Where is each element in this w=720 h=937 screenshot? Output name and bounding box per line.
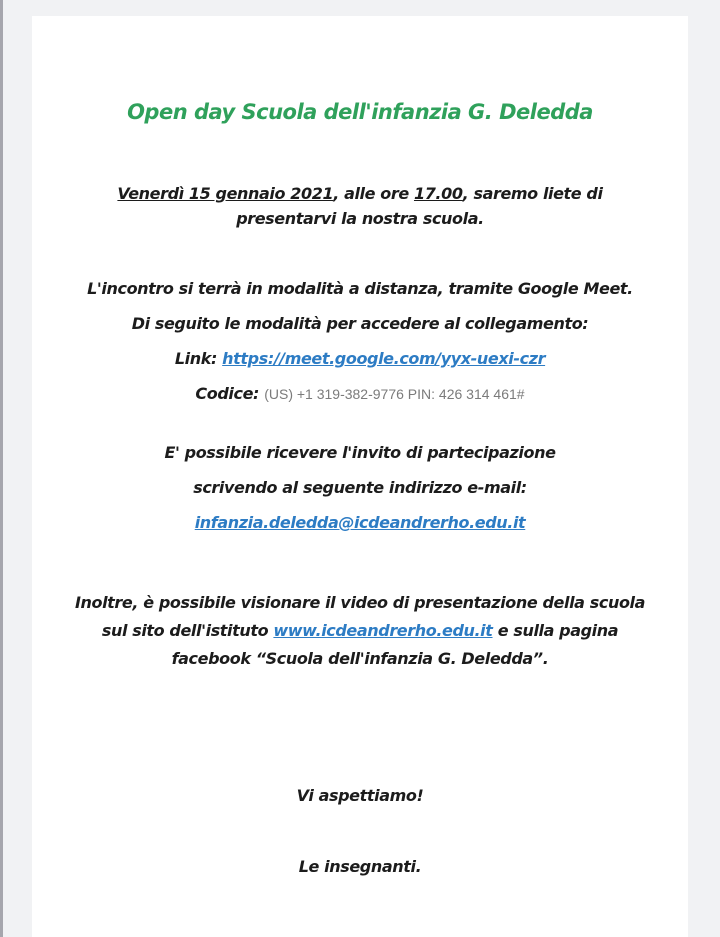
closing-signature: Le insegnanti. xyxy=(298,857,422,876)
left-edge-line xyxy=(0,0,3,937)
meet-instructions-line: Di seguito le modalità per accedere al collegamento: xyxy=(131,314,589,333)
video-line-2 xyxy=(32,617,688,645)
link-label: Link: xyxy=(174,349,223,368)
meet-intro-line: L'incontro si terrà in modalità a distanza, tramite Google Meet. xyxy=(87,279,633,298)
date-paragraph xyxy=(32,181,688,231)
time-underlined: 17.00 xyxy=(413,184,463,203)
page-title: Open day Scuola dell'infanzia G. Deledda xyxy=(127,100,593,124)
invite-line-1: E' possibile ricevere l'invito di partecipazione xyxy=(164,443,556,462)
video-paragraph xyxy=(32,589,688,673)
invite-paragraph xyxy=(32,442,688,533)
code-label: Codice: xyxy=(195,384,265,403)
site-link[interactable]: www.icdeandrerho.edu.it xyxy=(273,621,493,640)
date-tail-text: , saremo liete di xyxy=(462,184,603,203)
video-line-1: Inoltre, è possibile visionare il video di presentazione della scuola xyxy=(74,593,646,612)
date-line-1 xyxy=(32,181,688,206)
document-page xyxy=(32,16,688,937)
invite-line-2: scrivendo al seguente indirizzo e-mail: xyxy=(193,478,527,497)
date-underlined: Venerdì 15 gennaio 2021 xyxy=(117,184,334,203)
date-line-2: presentarvi la nostra scuola. xyxy=(236,209,484,228)
dialin-code-value: (US) +1 319-382-9776 PIN: 426 314 461# xyxy=(264,386,525,402)
invite-email-line xyxy=(32,512,688,533)
meet-paragraph xyxy=(32,278,688,405)
closing-greeting: Vi aspettiamo! xyxy=(296,786,424,805)
site-post-text: e sulla pagina xyxy=(492,621,619,640)
date-mid-text: , alle ore xyxy=(333,184,414,203)
meet-link[interactable]: https://meet.google.com/yyx-uexi-czr xyxy=(222,349,546,368)
meet-link-line xyxy=(32,348,688,369)
site-pre-text: sul sito dell'istituto xyxy=(101,621,274,640)
meet-code-line xyxy=(32,383,688,405)
email-link[interactable]: infanzia.deledda@icdeandrerho.edu.it xyxy=(194,513,526,532)
video-line-3: facebook “Scuola dell'infanzia G. Deledda”. xyxy=(171,649,549,668)
